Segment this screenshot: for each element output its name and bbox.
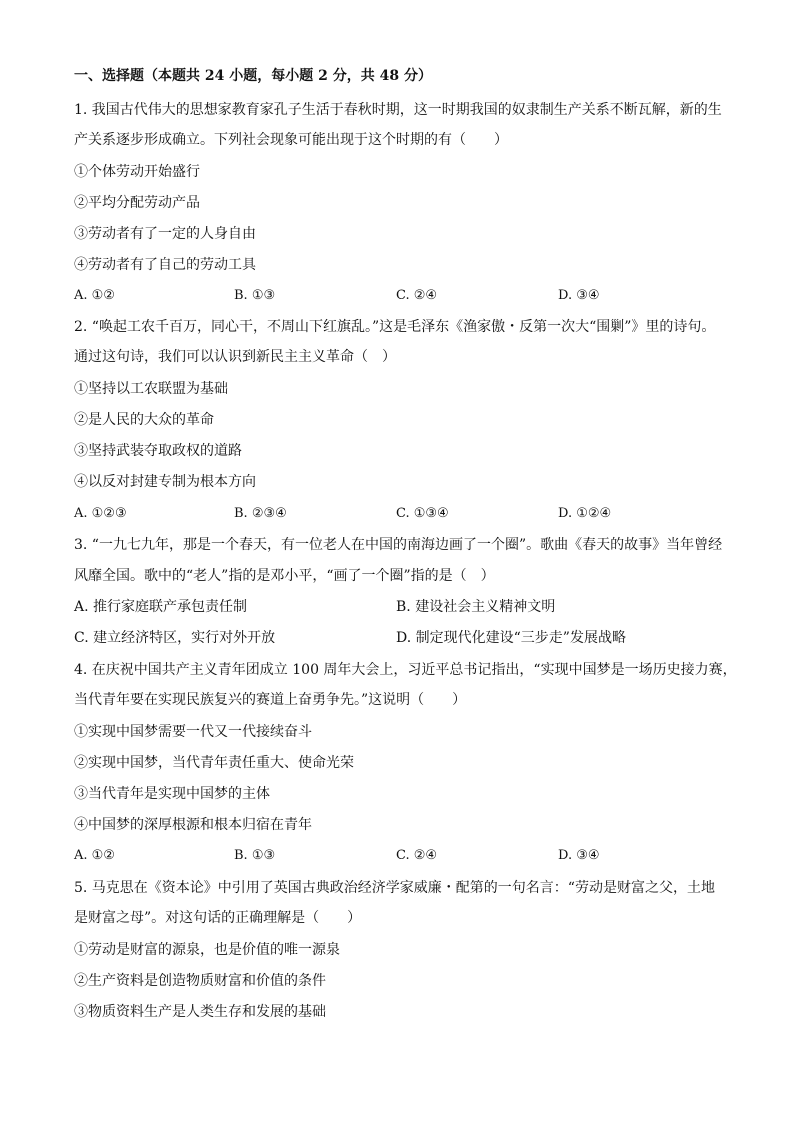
question-1-stem-line-2: 产关系逐步形成确立。下列社会现象可能出现于这个时期的有（ ） <box>74 132 508 148</box>
question-3-options-row-2 <box>74 628 734 648</box>
question-1-stem-line-1: 1. 我国古代伟大的思想家教育家孔子生活于春秋时期，这一时期我国的奴隶制生产关系不断瓦解，新的生 <box>74 102 722 118</box>
question-4-stem-line-1: 4. 在庆祝中国共产主义青年团成立 100 周年大会上，习近平总书记指出，“实现中国梦是一场历史接力赛， <box>74 662 737 678</box>
question-1-option-d[interactable]: D. ③④ <box>558 288 600 303</box>
question-1-option-c[interactable]: C. ②④ <box>396 288 438 303</box>
question-2-stem-line-1: 2. “唤起工农千百万，同心干，不周山下红旗乱。”这是毛泽东《渔家傲・反第一次大“围剿”》里的诗句。 <box>74 319 716 335</box>
question-3-stem-line-2: 风靡全国。歌中的“老人”指的是邓小平，“画了一个圈”指的是（ ） <box>74 568 495 584</box>
question-4-statement-4: ④中国梦的深厚根源和根本归宿在青年 <box>74 817 312 833</box>
question-4-options <box>74 846 734 866</box>
question-3-option-b[interactable]: B. 建设社会主义精神文明 <box>396 599 556 615</box>
question-5-stem-line-1: 5. 马克思在《资本论》中引用了英国古典政治经济学家威廉・配第的一句名言：“劳动是财富之父，土地 <box>74 880 715 896</box>
question-1-options <box>74 286 734 306</box>
question-1-option-a[interactable]: A. ①② <box>74 288 115 303</box>
question-1-statement-1: ①个体劳动开始盛行 <box>74 164 200 180</box>
question-3-stem-line-1: 3. “一九七九年，那是一个春天，有一位老人在中国的南海边画了一个圈”。歌曲《春天的故事》当年曾经 <box>74 537 723 553</box>
question-4-statement-1: ①实现中国梦需要一代又一代接续奋斗 <box>74 724 312 740</box>
question-2-statement-1: ①坚持以工农联盟为基础 <box>74 381 228 397</box>
question-4-statement-3: ③当代青年是实现中国梦的主体 <box>74 786 270 802</box>
question-4-option-b[interactable]: B. ①③ <box>234 848 276 863</box>
question-5-statement-1: ①劳动是财富的源泉，也是价值的唯一源泉 <box>74 942 340 958</box>
question-2-option-a[interactable]: A. ①②③ <box>74 506 127 521</box>
question-2-option-d[interactable]: D. ①②④ <box>558 506 612 521</box>
question-2-stem-line-2: 通过这句诗，我们可以认识到新民主主义革命（ ） <box>74 349 396 365</box>
question-4-option-a[interactable]: A. ①② <box>74 848 115 863</box>
question-2-statement-4: ④以反对封建专制为根本方向 <box>74 474 256 490</box>
question-2-statement-3: ③坚持武装夺取政权的道路 <box>74 443 242 459</box>
question-5-statement-2: ②生产资料是创造物质财富和价值的条件 <box>74 973 326 989</box>
question-4-option-c[interactable]: C. ②④ <box>396 848 438 863</box>
question-3-option-d[interactable]: D. 制定现代化建设“三步走”发展战略 <box>396 630 626 646</box>
question-2-statement-2: ②是人民的大众的革命 <box>74 412 214 428</box>
question-3-option-a[interactable]: A. 推行家庭联产承包责任制 <box>74 599 248 615</box>
question-2-options <box>74 504 734 524</box>
question-3-options-row-1 <box>74 597 734 617</box>
question-5-stem-line-2: 是财富之母”。对这句话的正确理解是（ ） <box>74 910 362 926</box>
question-2-option-b[interactable]: B. ②③④ <box>234 506 287 521</box>
question-1-statement-2: ②平均分配劳动产品 <box>74 195 200 211</box>
question-5-statement-3: ③物质资料生产是人类生存和发展的基础 <box>74 1004 326 1020</box>
question-4-option-d[interactable]: D. ③④ <box>558 848 600 863</box>
question-4-stem-line-2: 当代青年要在实现民族复兴的赛道上奋勇争先。”这说明（ ） <box>74 692 467 708</box>
question-1-statement-4: ④劳动者有了自己的劳动工具 <box>74 257 256 273</box>
question-2-option-c[interactable]: C. ①③④ <box>396 506 449 521</box>
question-1-option-b[interactable]: B. ①③ <box>234 288 276 303</box>
question-4-statement-2: ②实现中国梦，当代青年责任重大、使命光荣 <box>74 755 354 771</box>
section-title: 一、选择题（本题共 24 小题，每小题 2 分，共 48 分） <box>74 68 432 84</box>
question-3-option-c[interactable]: C. 建立经济特区，实行对外开放 <box>74 630 276 646</box>
question-1-statement-3: ③劳动者有了一定的人身自由 <box>74 226 256 242</box>
